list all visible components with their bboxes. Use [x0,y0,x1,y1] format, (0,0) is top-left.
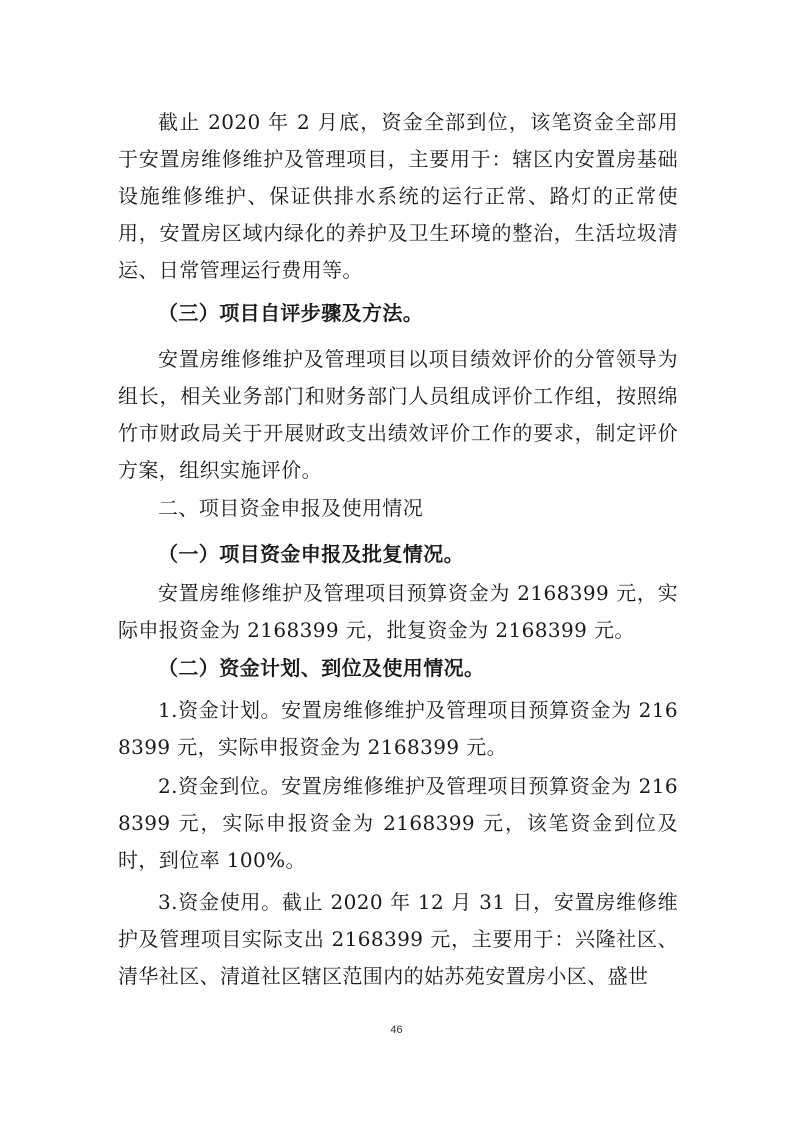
heading-self-evaluation-steps: （三）项目自评步骤及方法。 [158,301,424,325]
heading-fund-application: （一）项目资金申报及批复情况。 [158,542,464,566]
paragraph-fund-use: 3.资金使用。截止 2020 年 12 月 31 日，安置房维修维护及管理项目实际支出 2168399 元，主要用于：兴隆社区、清华社区、清道社区辖区范围内的姑苏苑安置房小区、盛世 [118,890,678,988]
paragraph-fund-plan: 1.资金计划。安置房维修维护及管理项目预算资金为 2168399 元，实际申报资金为 2168399 元。 [118,698,678,759]
page-number: 46 [390,1024,403,1036]
paragraph-evaluation-method: 安置房维修维护及管理项目以项目绩效评价的分管领导为组长，相关业务部门和财务部门人员组成评价工作组，按照绵竹市财政局关于开展财政支出绩效评价工作的要求，制定评价方案，组织实施评价。 [118,347,678,482]
paragraph-fund-application: 安置房维修维护及管理项目预算资金为 2168399 元，实际申报资金为 2168399 元，批复资金为 2168399 元。 [118,581,678,642]
paragraph-fund-usage-intro: 截止 2020 年 2 月底，资金全部到位，该笔资金全部用于安置房维修维护及管理项目，主要用于：辖区内安置房基础设施维修维护、保证供排水系统的运行正常、路灯的正常使用，安置房区域内绿化的养护及卫生环境的整治，生活垃圾清运、日常管理运行费用等。 [118,110,678,282]
heading-section-two: 二、项目资金申报及使用情况 [158,496,424,520]
paragraph-fund-arrival: 2.资金到位。安置房维修维护及管理项目预算资金为 2168399 元，实际申报资金为 2168399 元，该笔资金到位及时，到位率 100%。 [118,774,678,872]
heading-fund-plan: （二）资金计划、到位及使用情况。 [158,656,485,680]
